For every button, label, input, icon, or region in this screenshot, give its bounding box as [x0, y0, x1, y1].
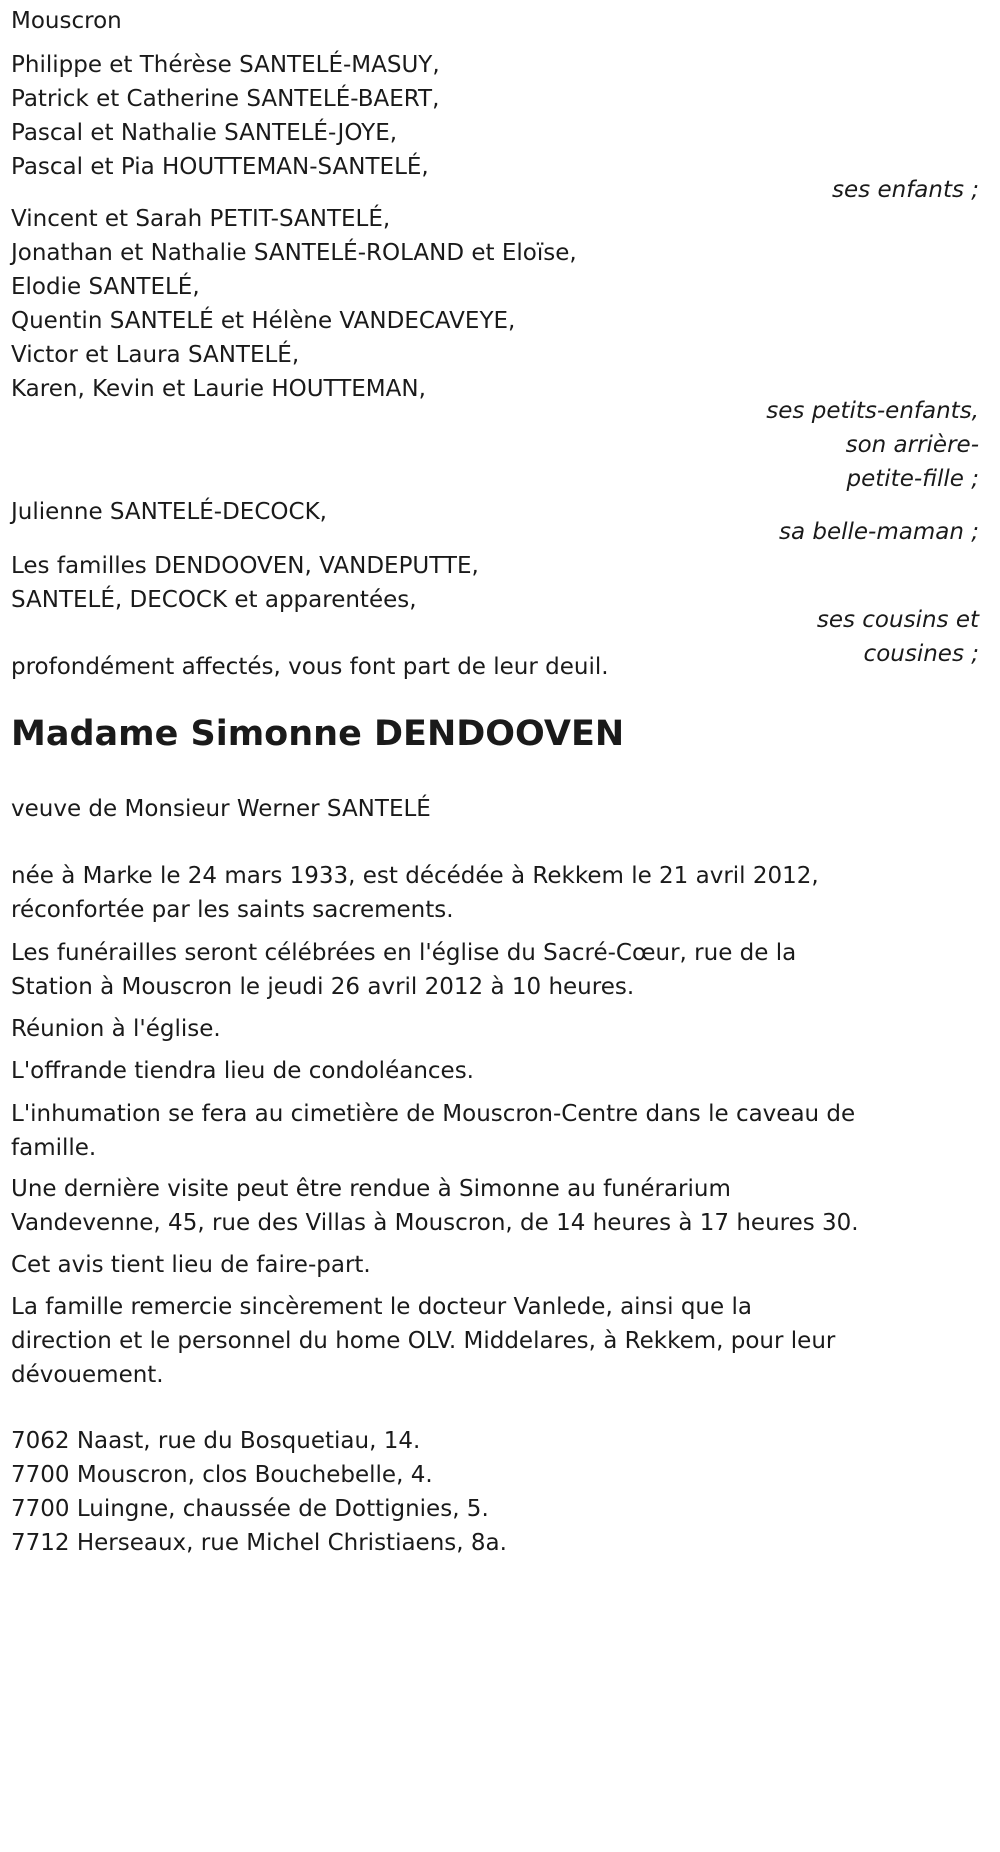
address-list — [11, 1424, 986, 1560]
widow-of: veuve de Monsieur Werner SANTELÉ — [11, 796, 431, 822]
visit-paragraph — [11, 1172, 986, 1240]
location: Mouscron — [11, 8, 122, 34]
paragraph-line: Une dernière visite peut être rendue à Simonne au funérarium — [11, 1176, 731, 1202]
offering-paragraph — [11, 1054, 986, 1088]
paragraph-line: direction et le personnel du home OLV. Middelares, à Rekkem, pour leur — [11, 1328, 836, 1354]
address-line: 7062 Naast, rue du Bosquetiau, 14. — [11, 1428, 421, 1454]
grandchildren-role-line: petite-fille ; — [846, 466, 979, 492]
grandchild-line: Karen, Kevin et Laurie HOUTTEMAN, — [11, 376, 426, 402]
address-line: 7712 Herseaux, rue Michel Christiaens, 8a. — [11, 1530, 507, 1556]
child-line: Pascal et Nathalie SANTELÉ-JOYE, — [11, 120, 398, 146]
funeral-paragraph — [11, 936, 986, 1004]
grandchild-line: Jonathan et Nathalie SANTELÉ-ROLAND et Eloïse, — [11, 240, 577, 266]
paragraph-line: Cet avis tient lieu de faire-part. — [11, 1252, 371, 1278]
grandchildren-role-line: ses petits-enfants, — [766, 398, 979, 424]
child-line: Philippe et Thérèse SANTELÉ-MASUY, — [11, 52, 440, 78]
paragraph-line: famille. — [11, 1135, 97, 1161]
families-list — [11, 549, 479, 617]
grandchildren-list — [11, 202, 577, 406]
paragraph-line: Station à Mouscron le jeudi 26 avril 2012 à 10 heures. — [11, 974, 635, 1000]
paragraph-line: née à Marke le 24 mars 1933, est décédée à Rekkem le 21 avril 2012, — [11, 863, 819, 889]
announcement: profondément affectés, vous font part de leur deuil. — [11, 654, 609, 680]
birth-death-paragraph — [11, 859, 986, 927]
address-line: 7700 Luingne, chaussée de Dottignies, 5. — [11, 1496, 489, 1522]
child-line: Patrick et Catherine SANTELÉ-BAERT, — [11, 86, 440, 112]
paragraph-line: Réunion à l'église. — [11, 1016, 221, 1042]
family-line: Les familles DENDOOVEN, VANDEPUTTE, — [11, 553, 479, 579]
grandchild-line: Quentin SANTELÉ et Hélène VANDECAVEYE, — [11, 308, 516, 334]
paragraph-line: L'inhumation se fera au cimetière de Mouscron-Centre dans le caveau de — [11, 1101, 856, 1127]
grandchild-line: Victor et Laura SANTELÉ, — [11, 342, 300, 368]
children-list — [11, 48, 440, 184]
paragraph-line: La famille remercie sincèrement le docteur Vanlede, ainsi que la — [11, 1294, 752, 1320]
children-role: ses enfants ; — [832, 177, 979, 203]
grandchildren-role-line: son arrière- — [845, 432, 979, 458]
child-line: Pascal et Pia HOUTTEMAN-SANTELÉ, — [11, 154, 429, 180]
thanks-paragraph — [11, 1290, 986, 1392]
notice-paragraph — [11, 1248, 986, 1282]
families-role — [817, 603, 979, 671]
paragraph-line: dévouement. — [11, 1362, 164, 1388]
paragraph-line: L'offrande tiendra lieu de condoléances. — [11, 1058, 474, 1084]
grandchild-line: Elodie SANTELÉ, — [11, 274, 200, 300]
burial-paragraph — [11, 1097, 986, 1165]
stepmother-name: Julienne SANTELÉ-DECOCK, — [11, 499, 327, 525]
stepmother-role: sa belle-maman ; — [778, 519, 979, 545]
family-line: SANTELÉ, DECOCK et apparentées, — [11, 587, 417, 613]
families-role-line: cousines ; — [863, 641, 979, 667]
paragraph-line: Vandevenne, 45, rue des Villas à Mouscron, de 14 heures à 17 heures 30. — [11, 1210, 859, 1236]
address-line: 7700 Mouscron, clos Bouchebelle, 4. — [11, 1462, 433, 1488]
paragraph-line: Les funérailles seront célébrées en l'église du Sacré-Cœur, rue de la — [11, 940, 797, 966]
meeting-paragraph — [11, 1012, 986, 1046]
deceased-name: Madame Simonne DENDOOVEN — [11, 714, 625, 754]
grandchildren-role — [766, 394, 979, 496]
families-role-line: ses cousins et — [816, 607, 979, 633]
paragraph-line: réconfortée par les saints sacrements. — [11, 897, 454, 923]
grandchild-line: Vincent et Sarah PETIT-SANTELÉ, — [11, 206, 391, 232]
